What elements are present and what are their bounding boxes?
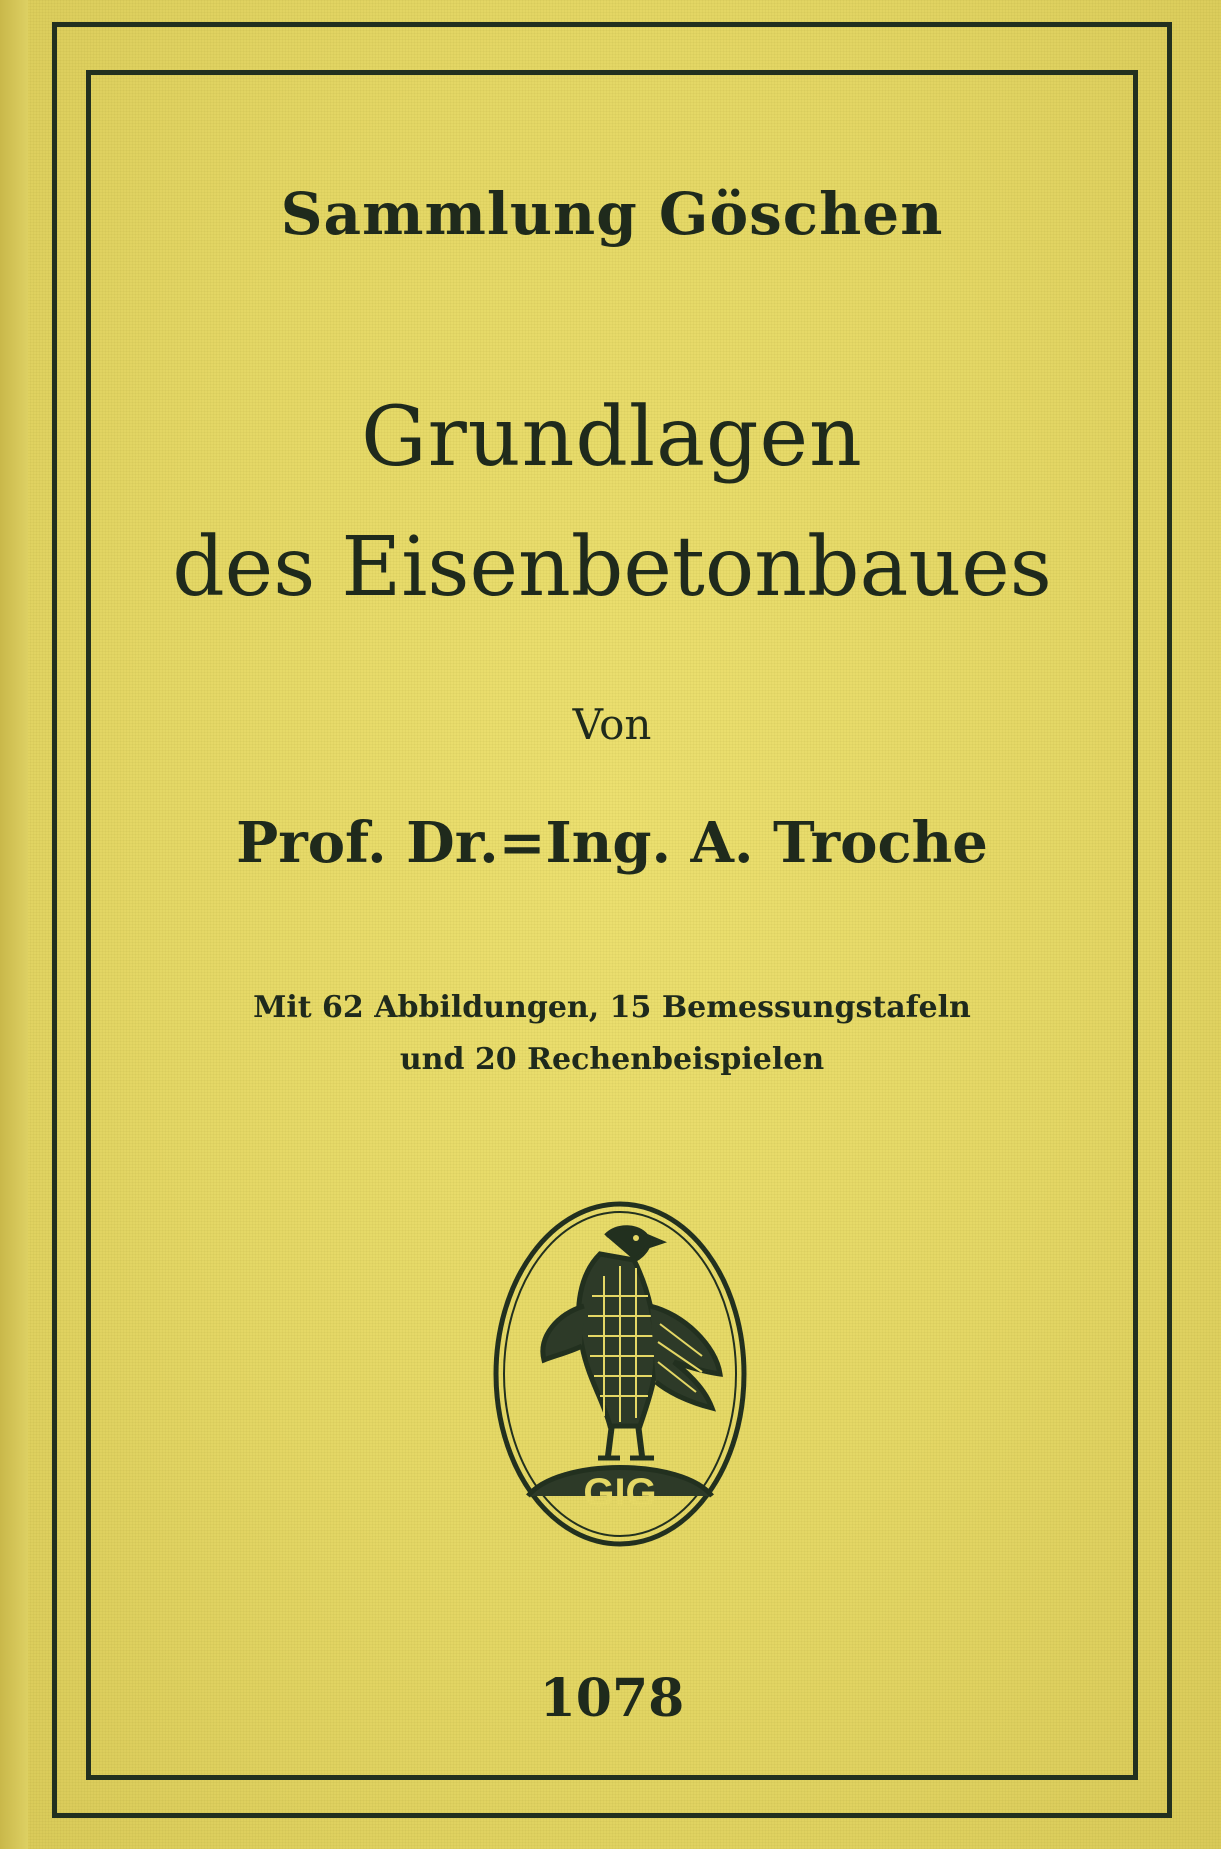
illustrations-note-line-1: Mit 62 Abbildungen, 15 Bemessungstafeln (253, 990, 971, 1025)
publisher-monogram: GIG (583, 1471, 657, 1515)
book-title-line-1: Grundlagen (361, 390, 863, 485)
volume-number: 1078 (539, 1668, 685, 1729)
book-title-line-2: des Eisenbetonbaues (172, 520, 1052, 615)
illustrations-note-line-2: und 20 Rechenbeispielen (399, 1042, 825, 1077)
series-title: Sammlung Göschen (280, 180, 944, 248)
spine-edge (0, 0, 28, 1849)
by-label: Von (572, 700, 652, 749)
author-name: Prof. Dr.=Ing. A. Troche (236, 810, 988, 876)
publisher-logo (488, 1196, 752, 1552)
